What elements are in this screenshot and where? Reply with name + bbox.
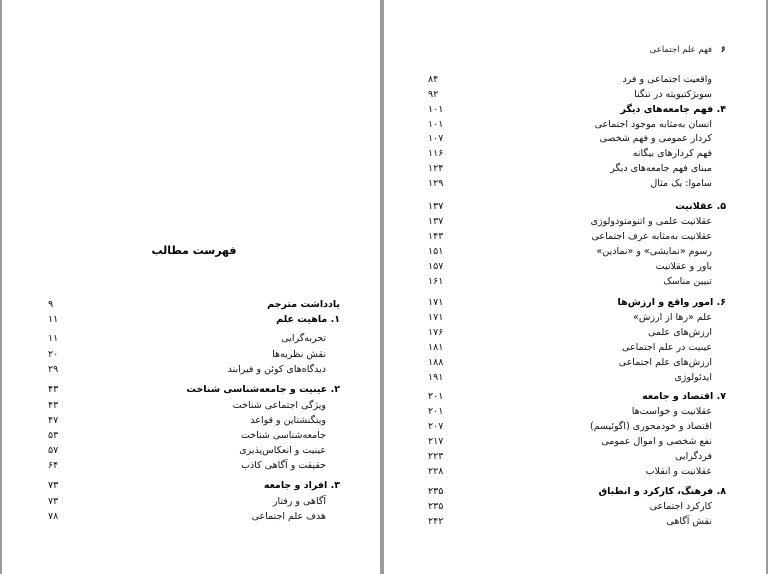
- toc-page-number: ۱۷۱: [428, 312, 444, 323]
- toc-section-title: علم «رها از ارزش»: [633, 312, 712, 323]
- toc-entry: [428, 161, 726, 176]
- toc-section-title: تجربه‌گرایی: [281, 333, 326, 344]
- toc-page-number: ۱۲۹: [428, 178, 444, 189]
- toc-page-number: ۴۳: [48, 384, 59, 395]
- toc-page-number: ۴۷: [48, 415, 59, 426]
- toc-section-title: هدف علم اجتماعی: [251, 511, 326, 522]
- toc-section-title: فهم کردارهای بیگانه: [632, 148, 712, 159]
- toc-entry: [48, 362, 340, 377]
- toc-chapter-title: ۶. امور واقع و ارزش‌ها: [617, 297, 726, 308]
- toc-entry: [48, 382, 340, 397]
- toc-entry: [428, 274, 726, 289]
- toc-page-number: ۲۰۱: [428, 406, 444, 417]
- toc-section-title: تبیین مناسک: [663, 276, 712, 287]
- toc-entry: [428, 131, 726, 146]
- toc-entry: [48, 312, 340, 327]
- header-page-number: ۶: [720, 45, 726, 55]
- toc-page-number: ۱۳۷: [428, 201, 444, 212]
- toc-page-number: ۲۰: [48, 349, 59, 360]
- toc-section-title: عینیت در علم اجتماعی: [622, 342, 712, 353]
- toc-page-number: ۹: [48, 299, 54, 310]
- toc-entry: [428, 464, 726, 479]
- toc-page-number: ۲۳۵: [428, 501, 444, 512]
- toc-section-title: نفع شخصی و اموال عمومی: [601, 436, 712, 447]
- toc-entry: [428, 259, 726, 274]
- toc-section-title: ایدئولوژی: [674, 372, 712, 383]
- toc-chapter-title: ۱. ماهیت علم: [276, 314, 340, 325]
- toc-entry: [48, 458, 340, 473]
- toc-page-number: ۲۲۸: [428, 466, 444, 477]
- toc-section-title: نقش آگاهی: [666, 516, 712, 527]
- toc-entry: [428, 102, 726, 117]
- toc-entry: [428, 310, 726, 325]
- toc-entry: [428, 146, 726, 161]
- toc-page-number: ۹۲: [428, 89, 439, 100]
- toc-chapter-title: یادداشت مترجم: [267, 299, 340, 310]
- toc-entry: [48, 413, 340, 428]
- toc-page-number: ۷۳: [48, 480, 59, 491]
- toc-entry: [48, 331, 340, 346]
- toc-entry: [48, 297, 340, 312]
- toc-section-title: کارکرد اجتماعی: [649, 501, 712, 512]
- toc-chapter-title: ۷. اقتصاد و جامعه: [642, 391, 726, 402]
- toc-page-number: ۲۹: [48, 364, 59, 375]
- toc-entry: [428, 72, 726, 87]
- toc-page-number: ۶۴: [48, 460, 59, 471]
- header-title: فهم علم اجتماعی: [649, 45, 713, 55]
- toc-page-number: ۵۷: [48, 445, 59, 456]
- toc-section-title: مبنای فهم جامعه‌های دیگر: [610, 163, 712, 174]
- toc-entry: [428, 295, 726, 310]
- toc-section-title: آگاهی و رفتار: [272, 496, 326, 507]
- toc-entry: [428, 199, 726, 214]
- toc-page-number: ۲۲۳: [428, 451, 444, 462]
- toc-entry: [428, 389, 726, 404]
- toc-section-title: عینیت و انعکاس‌پذیری: [239, 445, 326, 456]
- toc-page-number: ۷۳: [48, 496, 59, 507]
- toc-section-title: دیدگاه‌های کوئن و فیرابند: [227, 364, 326, 375]
- toc-entry: [48, 428, 340, 443]
- toc-section-title: ویتگنشتاین و قواعد: [250, 415, 326, 426]
- toc-page-number: ۲۱۷: [428, 436, 444, 447]
- toc-section-title: انسان به‌مثابه موجود اجتماعی: [594, 119, 712, 130]
- toc-section-title: عقلانیت و انقلاب: [645, 466, 712, 477]
- toc-page-number: ۱۵۱: [428, 246, 444, 257]
- toc-page-number: ۱۰۱: [428, 104, 444, 115]
- toc-entry: [428, 419, 726, 434]
- toc-entry: [428, 244, 726, 259]
- toc-title: فهرست مطالب: [151, 244, 237, 257]
- toc-chapter-title: ۸. فرهنگ، کارکرد و انطباق: [598, 486, 726, 497]
- toc-entry: [428, 370, 726, 385]
- toc-entry: [428, 404, 726, 419]
- toc-section-title: سوبژکتیویته در تنگنا: [634, 89, 712, 100]
- toc-entry: [428, 117, 726, 132]
- toc-entry: [48, 494, 340, 509]
- toc-entry: [428, 449, 726, 464]
- toc-entry: [428, 87, 726, 102]
- toc-section-title: ویژگی اجتماعی شناخت: [232, 400, 326, 411]
- toc-section-title: کردار عمومی و فهم شخصی: [599, 133, 712, 144]
- toc-page-number: ۲۳۵: [428, 486, 444, 497]
- toc-section-title: عقلانیت علمی و اتنومتودولوژی: [590, 216, 712, 227]
- toc-page-number: ۱۰۱: [428, 119, 444, 130]
- left-page: [2, 0, 380, 574]
- toc-entry: [48, 478, 340, 493]
- toc-entry: [428, 434, 726, 449]
- toc-page-number: ۱۲۴: [428, 163, 444, 174]
- toc-entry: [428, 340, 726, 355]
- toc-page-number: ۱۱: [48, 314, 59, 325]
- toc-page-number: ۱۱: [48, 333, 59, 344]
- toc-section-title: عقلانیت به‌مثابه عرف اجتماعی: [591, 231, 712, 242]
- toc-page-number: ۱۷۶: [428, 327, 444, 338]
- toc-section-title: نقش نظریه‌ها: [272, 349, 326, 360]
- toc-page-number: ۱۰۷: [428, 133, 444, 144]
- toc-page-number: ۲۴۲: [428, 516, 444, 527]
- toc-page-number: ۱۸۸: [428, 357, 444, 368]
- toc-entry: [428, 355, 726, 370]
- toc-section-title: حقیقت و آگاهی کاذب: [241, 460, 326, 471]
- toc-chapter-title: ۳. افراد و جامعه: [263, 480, 340, 491]
- toc-entry: [48, 509, 340, 524]
- toc-section-title: واقعیت اجتماعی و فرد: [622, 74, 712, 85]
- toc-entry: [428, 484, 726, 499]
- toc-entry: [48, 398, 340, 413]
- toc-entry: [48, 443, 340, 458]
- toc-section-title: ارزش‌های علم اجتماعی: [618, 357, 712, 368]
- toc-page-number: ۱۹۱: [428, 372, 444, 383]
- toc-entry: [428, 499, 726, 514]
- toc-page-number: ۱۱۶: [428, 148, 444, 159]
- toc-page-number: ۱۳۷: [428, 216, 444, 227]
- toc-entry: [428, 229, 726, 244]
- toc-section-title: فردگرایی: [675, 451, 712, 462]
- toc-page-number: ۱۸۱: [428, 342, 444, 353]
- toc-page-number: ۱۷۱: [428, 297, 444, 308]
- toc-chapter-title: ۵. عقلانیت: [675, 201, 726, 212]
- toc-page-number: ۲۰۷: [428, 421, 444, 432]
- toc-entry: [428, 514, 726, 529]
- toc-section-title: جامعه‌شناسی شناخت: [240, 430, 326, 441]
- toc-page-number: ۱۶۱: [428, 276, 444, 287]
- toc-section-title: باور و عقلانیت: [655, 261, 712, 272]
- toc-page-number: ۱۵۷: [428, 261, 444, 272]
- toc-entry: [428, 325, 726, 340]
- toc-page-number: ۱۴۳: [428, 231, 444, 242]
- toc-section-title: ساموا: یک مثال: [650, 178, 712, 189]
- toc-entry: [428, 176, 726, 191]
- toc-section-title: رسوم «نمایشی» و «نمادین»: [596, 246, 712, 257]
- toc-entry: [428, 214, 726, 229]
- toc-page-number: ۸۴: [428, 74, 439, 85]
- right-toc-list: [428, 0, 726, 574]
- toc-section-title: اقتصاد و خودمحوری (اگوئیسم): [589, 421, 712, 432]
- toc-chapter-title: ۲. عینیت و جامعه‌شناسی شناخت: [186, 384, 340, 395]
- toc-page-number: ۲۰۱: [428, 391, 444, 402]
- toc-section-title: ارزش‌های علمی: [648, 327, 712, 338]
- left-toc-list: [48, 0, 340, 574]
- toc-chapter-title: ۴. فهم جامعه‌های دیگر: [620, 104, 726, 115]
- toc-page-number: ۴۳: [48, 400, 59, 411]
- toc-page-number: ۷۸: [48, 511, 59, 522]
- toc-entry: [48, 347, 340, 362]
- toc-section-title: عقلانیت و خواست‌ها: [631, 406, 712, 417]
- toc-page-number: ۵۳: [48, 430, 59, 441]
- right-page: [384, 0, 766, 574]
